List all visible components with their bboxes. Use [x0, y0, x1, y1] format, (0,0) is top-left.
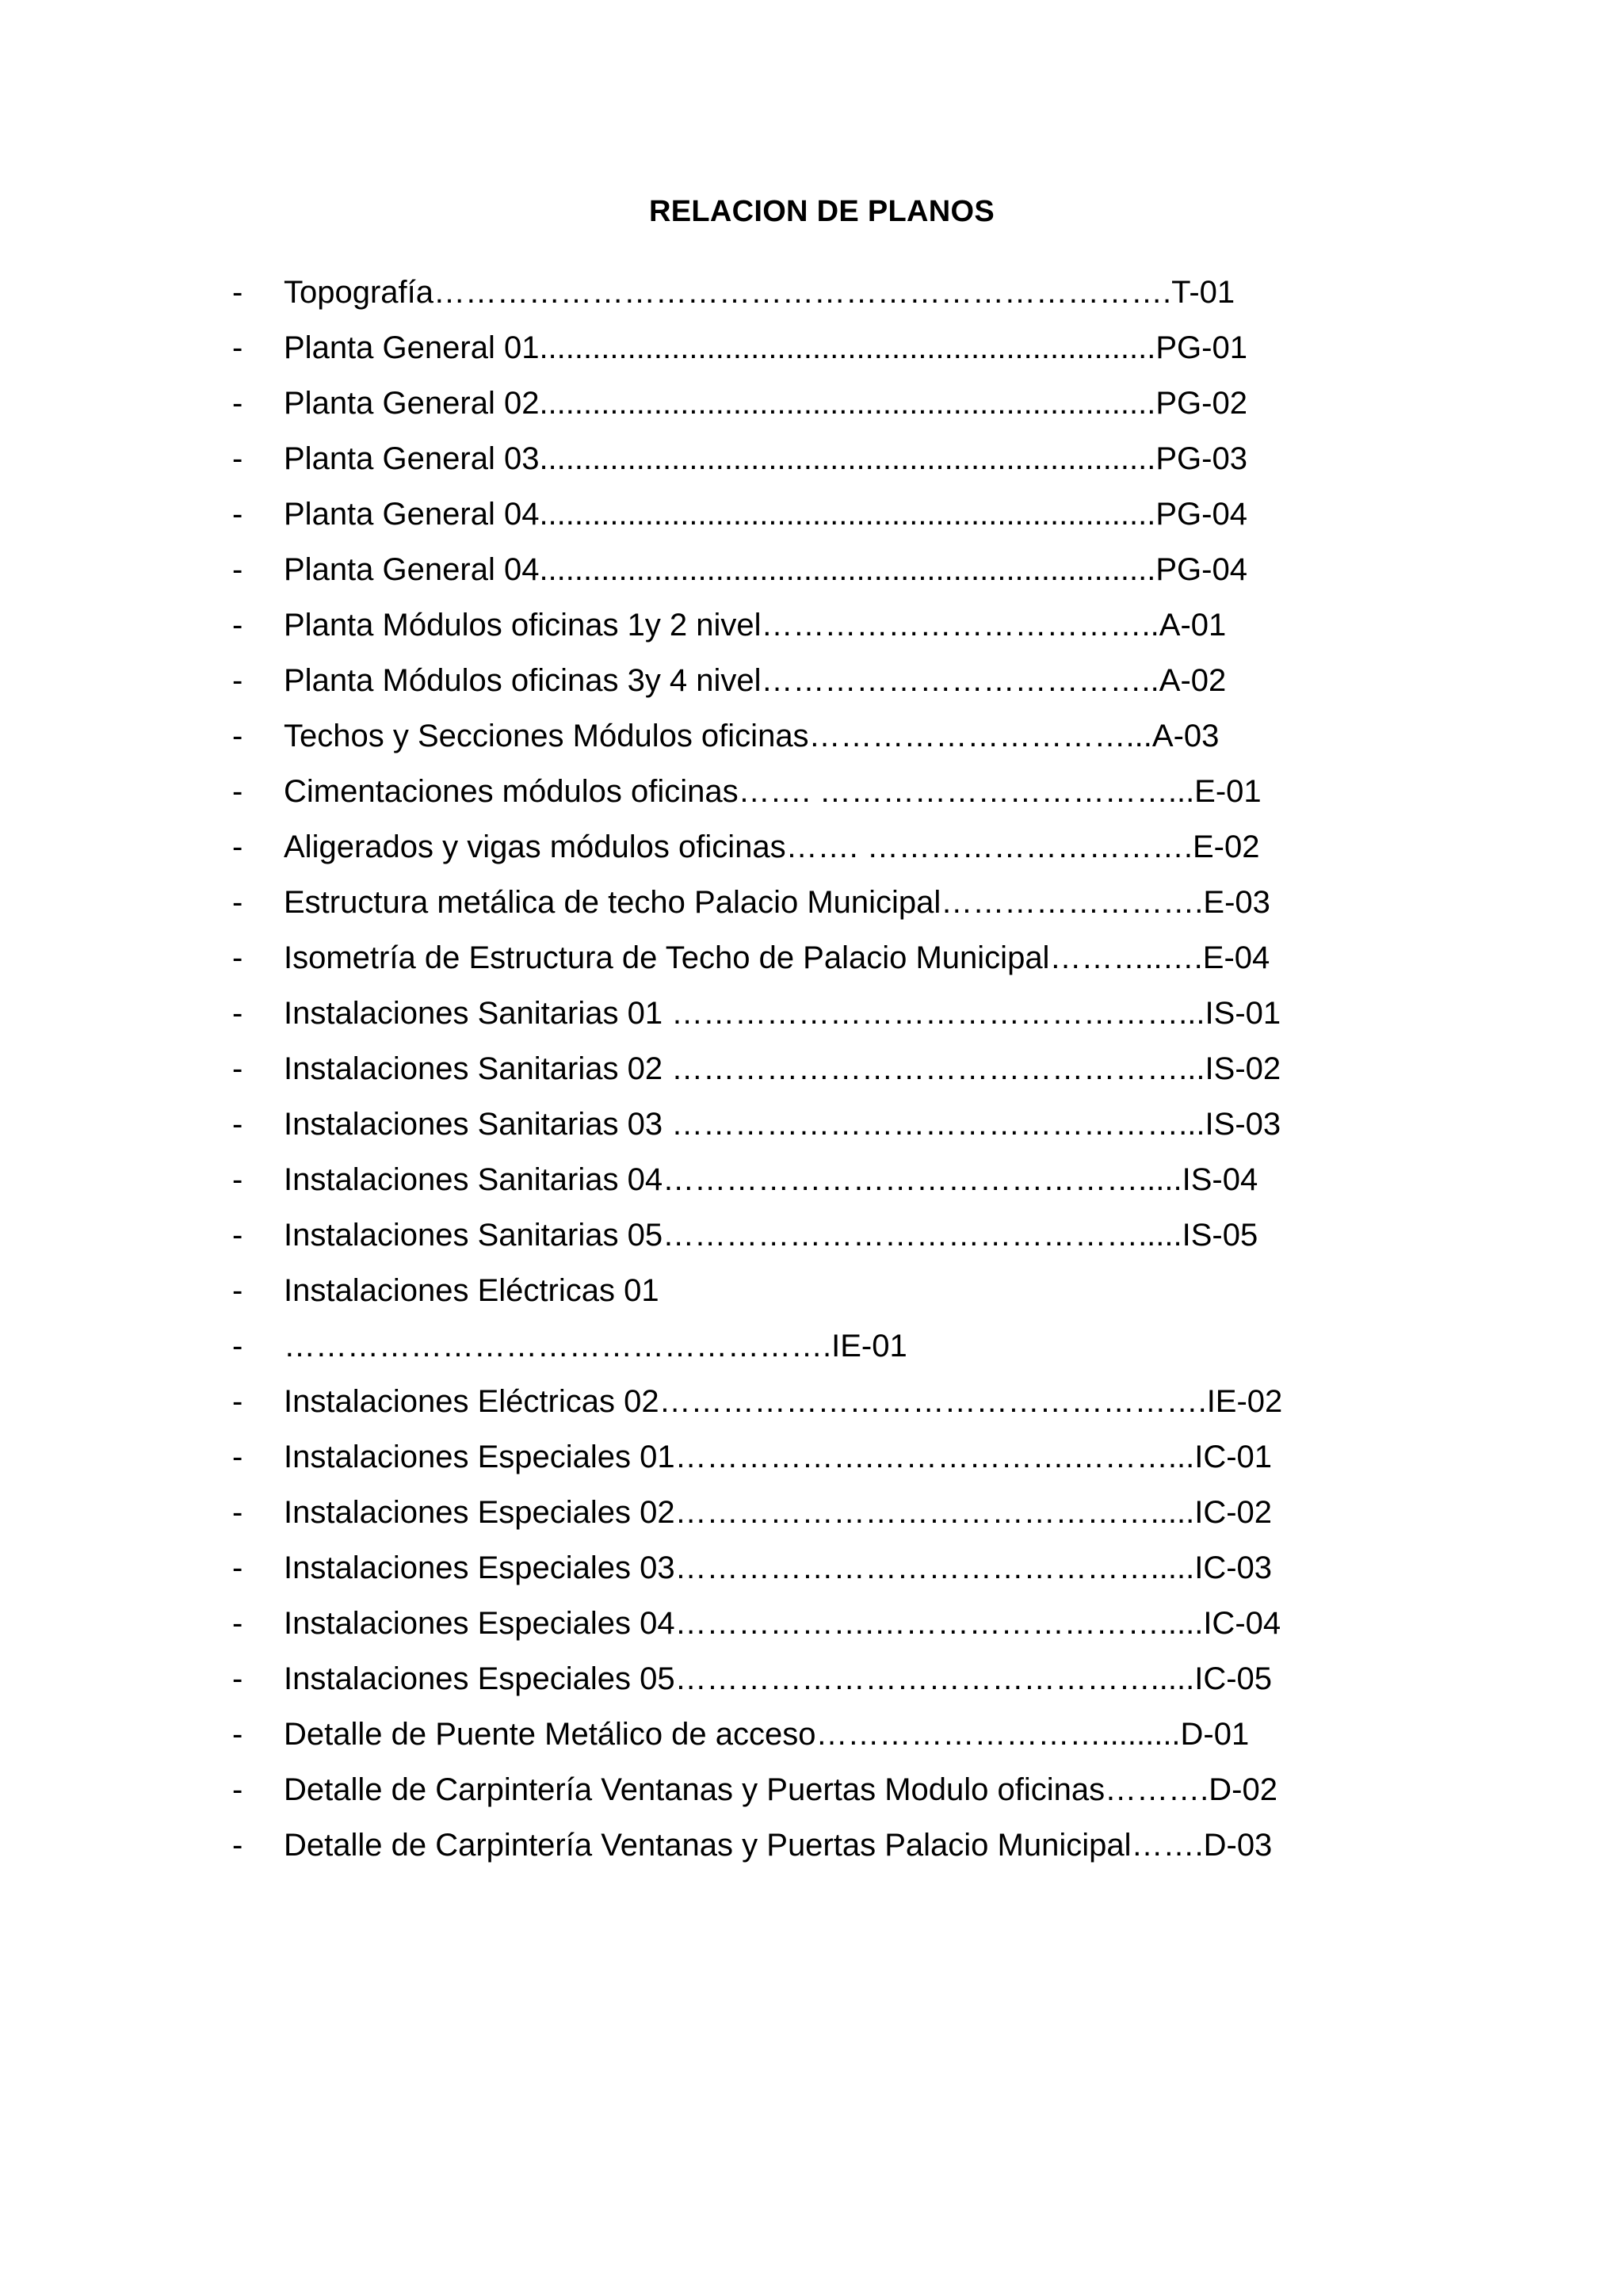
list-bullet: -	[232, 940, 243, 975]
list-bullet: -	[232, 1051, 243, 1086]
plan-entry-text: Instalaciones Eléctricas 01	[284, 1273, 659, 1308]
plan-entry-text: Estructura metálica de techo Palacio Municipal…………………….E-03	[284, 885, 1270, 920]
plan-entry-text: Topografía…………………………………………………………….T-01	[284, 275, 1235, 310]
plan-entry-text: Planta Módulos oficinas 3y 4 nivel………………………………..A-02	[284, 663, 1227, 698]
plan-entry-text: Instalaciones Sanitarias 02 …………………………………………...IS-02	[284, 1051, 1281, 1086]
plan-entry-text: Instalaciones Sanitarias 05……………………………………….....IS-05	[284, 1218, 1258, 1253]
list-bullet: -	[232, 1661, 243, 1696]
list-bullet: -	[232, 275, 243, 310]
list-bullet: -	[232, 1107, 243, 1142]
list-bullet: -	[232, 441, 243, 476]
list-bullet: -	[232, 663, 243, 698]
list-bullet: -	[232, 1162, 243, 1197]
list-bullet: -	[232, 885, 243, 920]
plan-entry-text: Cimentaciones módulos oficinas……. ……………………………...E-01	[284, 774, 1262, 809]
list-bullet: -	[232, 719, 243, 753]
plan-entry-text: Detalle de Carpintería Ventanas y Puertas Modulo oficinas……….D-02	[284, 1772, 1277, 1807]
list-bullet: -	[232, 1606, 243, 1641]
list-bullet: -	[232, 1218, 243, 1253]
plan-entry-text: Planta General 03......................................................................PG-03	[284, 441, 1247, 476]
plan-entry-text: Planta General 04......................................................................PG-04	[284, 552, 1247, 587]
plan-entry-text: Instalaciones Especiales 02……………………………………….....IC-02	[284, 1495, 1273, 1530]
plan-entry-text: Planta General 02......................................................................PG-02	[284, 386, 1247, 421]
list-bullet: -	[232, 1495, 243, 1530]
list-bullet: -	[232, 1550, 243, 1585]
list-bullet: -	[232, 608, 243, 643]
plan-entry-text: Detalle de Puente Metálico de acceso……………………….........D-01	[284, 1717, 1250, 1752]
list-bullet: -	[232, 1828, 243, 1863]
plan-entry-text: Instalaciones Especiales 05……………………………………….....IC-05	[284, 1661, 1273, 1696]
list-bullet: -	[232, 1772, 243, 1807]
plan-entry-text: Detalle de Carpintería Ventanas y Puertas Palacio Municipal…….D-03	[284, 1828, 1273, 1863]
plan-entry-text: Instalaciones Especiales 04……………….……………………….....IC-04	[284, 1606, 1281, 1641]
list-bullet: -	[232, 1717, 243, 1752]
list-bullet: -	[232, 996, 243, 1031]
plan-entry-text: Instalaciones Sanitarias 04……………………………………….....IS-04	[284, 1162, 1258, 1197]
plan-entry-text: Planta Módulos oficinas 1y 2 nivel………………………………..A-01	[284, 608, 1227, 643]
list-bullet: -	[232, 386, 243, 421]
plan-entry-text: Aligerados y vigas módulos oficinas……. ………………………….E-02	[284, 830, 1260, 864]
list-bullet: -	[232, 330, 243, 365]
list-bullet: -	[232, 830, 243, 864]
list-bullet: -	[232, 1384, 243, 1419]
list-bullet: -	[232, 1440, 243, 1474]
list-bullet: -	[232, 1329, 243, 1363]
plan-entry-text: Techos y Secciones Módulos oficinas…………………………...A-03	[284, 719, 1220, 753]
plan-entry-text: Planta General 01......................................................................PG-01	[284, 330, 1247, 365]
plan-entry-text: Planta General 04......................................................................PG-04	[284, 497, 1247, 532]
plan-entry-text: Isometría de Estructura de Techo de Palacio Municipal………..….E-04	[284, 940, 1270, 975]
page-title: RELACION DE PLANOS	[648, 195, 995, 228]
plan-entry-text: Instalaciones Sanitarias 01 …………………………………………...IS-01	[284, 996, 1281, 1031]
list-bullet: -	[232, 774, 243, 809]
plan-entry-text: …………………………………………….IE-01	[284, 1329, 907, 1363]
list-bullet: -	[232, 1273, 243, 1308]
list-bullet: -	[232, 497, 243, 532]
plan-entry-text: Instalaciones Especiales 03……………………………………….....IC-03	[284, 1550, 1273, 1585]
plan-entry-text: Instalaciones Especiales 01……………….……………….………...IC-01	[284, 1440, 1273, 1474]
plan-entry-text: Instalaciones Eléctricas 02…………………………………………….IE-02	[284, 1384, 1283, 1419]
list-bullet: -	[232, 552, 243, 587]
plan-entry-text: Instalaciones Sanitarias 03 …………………………………………...IS-03	[284, 1107, 1281, 1142]
